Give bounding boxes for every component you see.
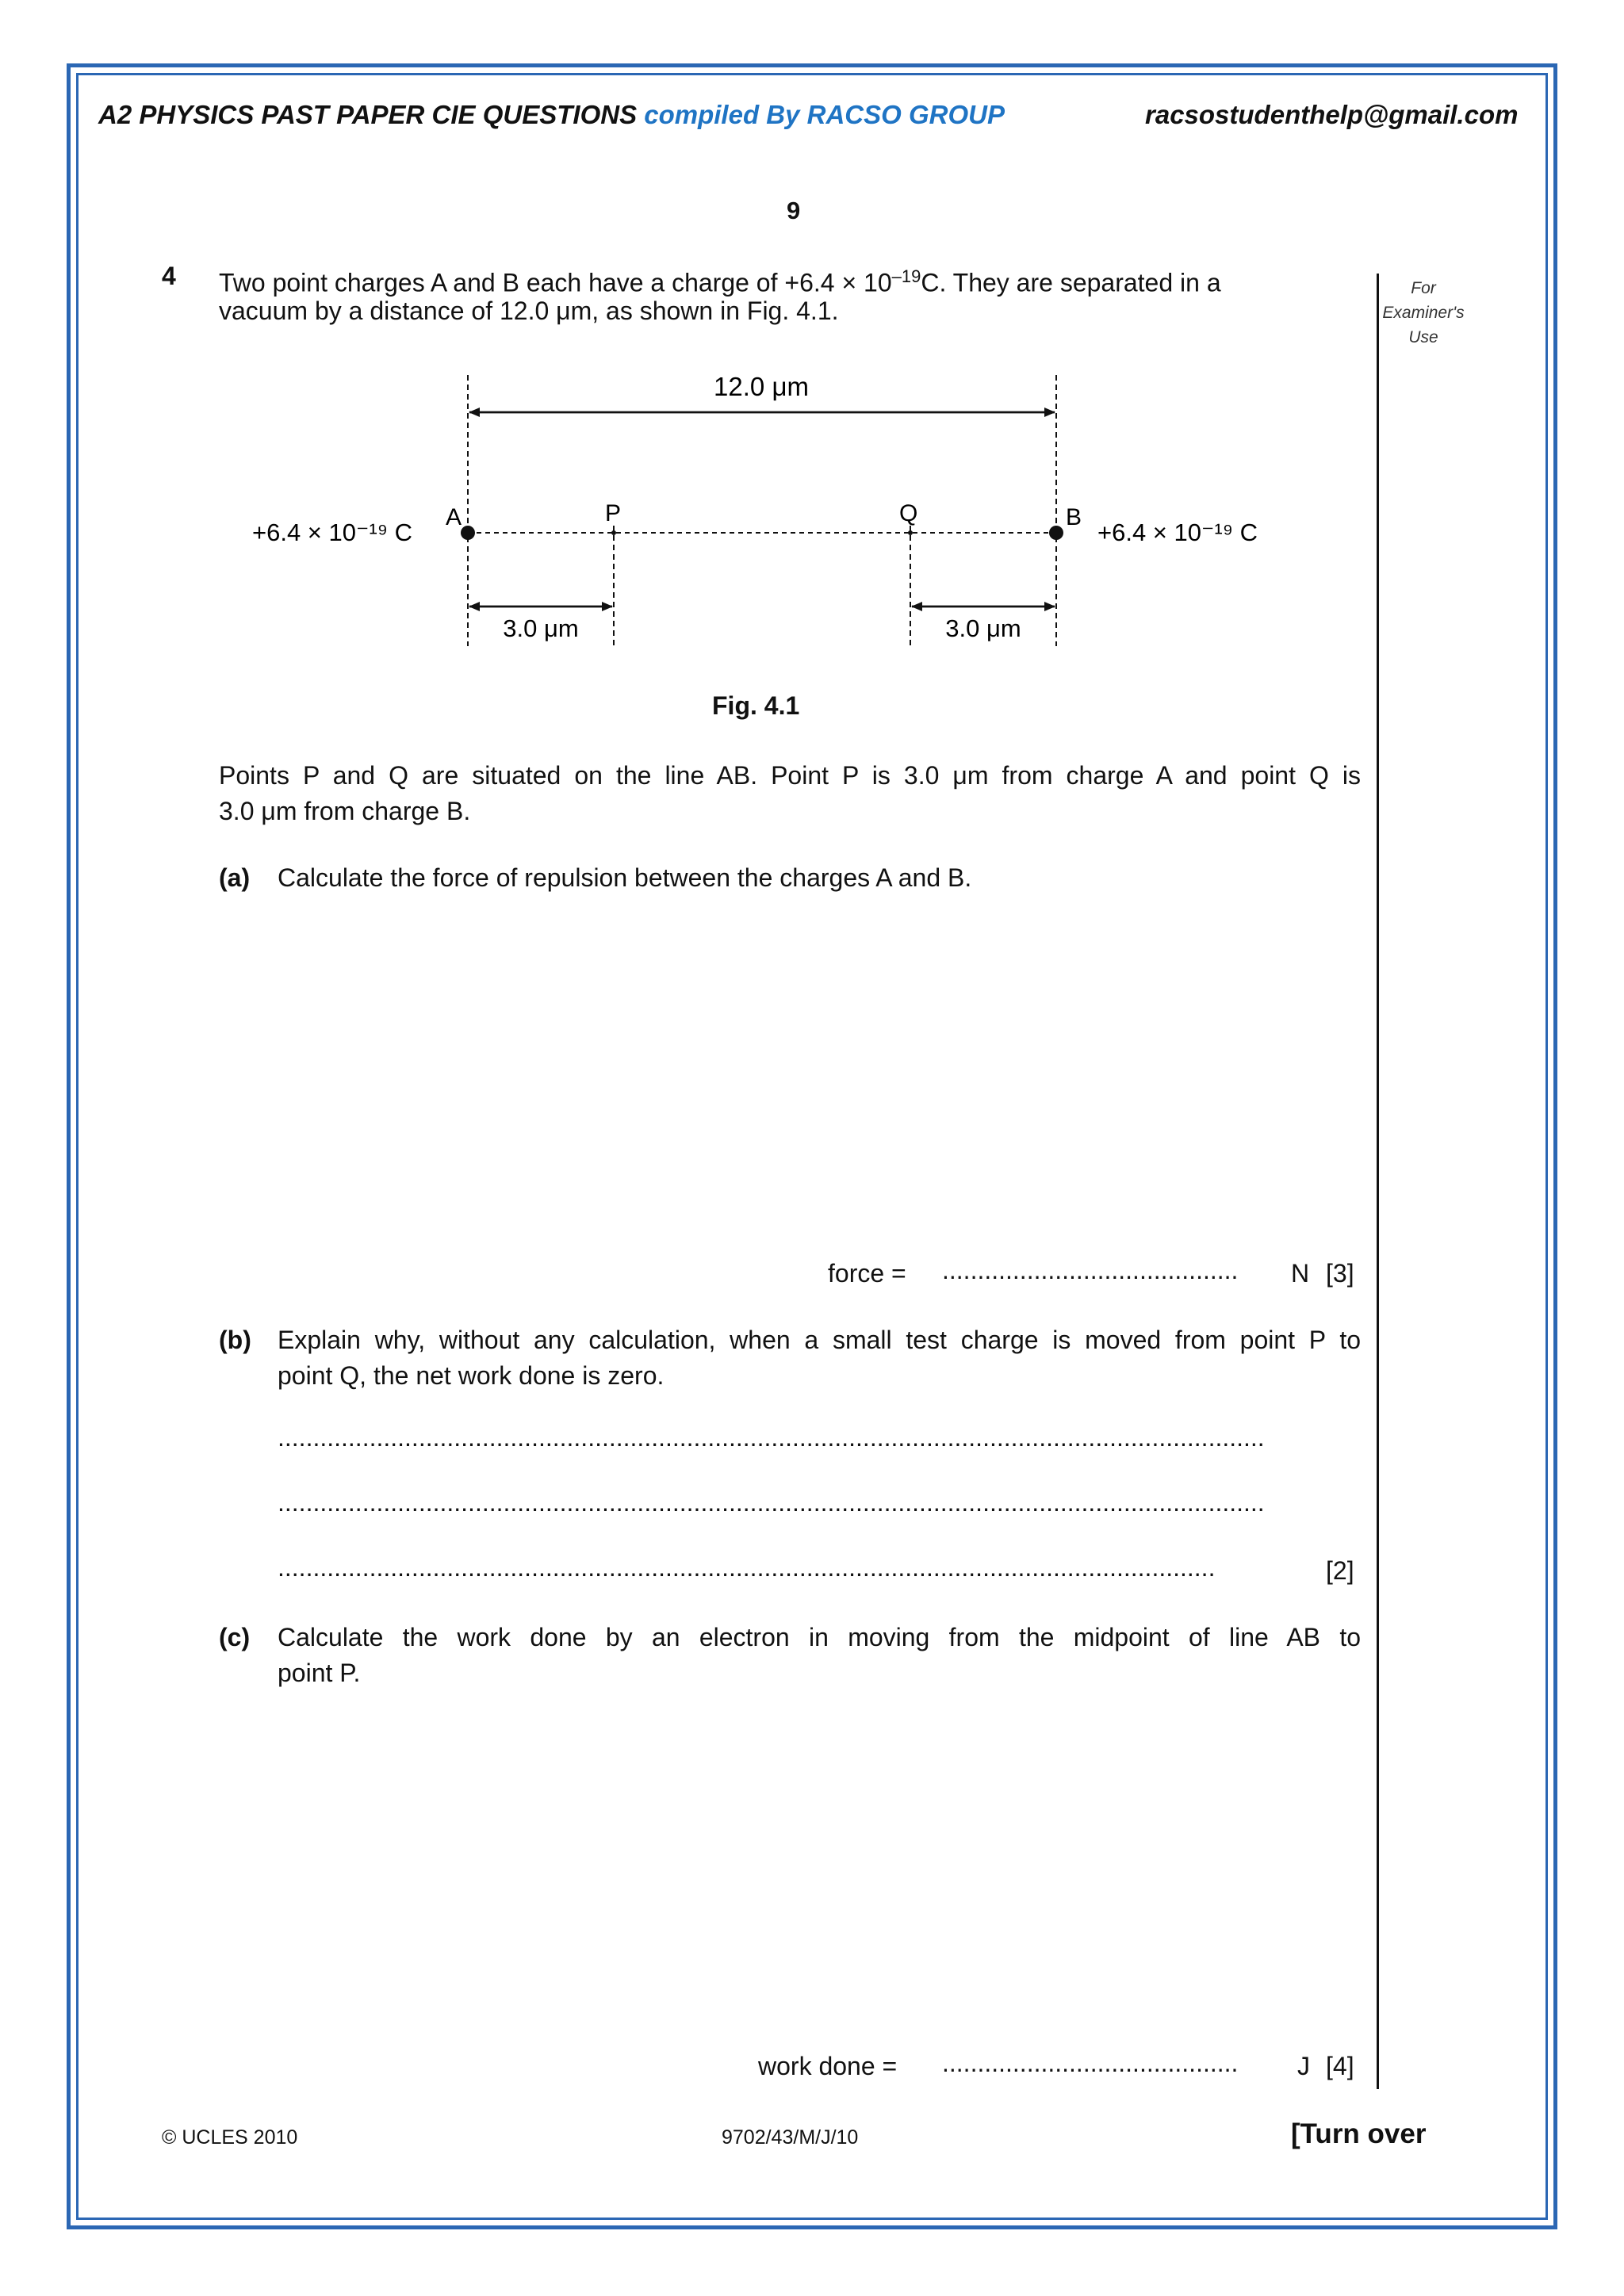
examiner-line: Examiner's — [1382, 304, 1465, 322]
header-email: racsostudenthelp@gmail.com — [1145, 100, 1519, 129]
part-c-marks: [4] — [1326, 2052, 1354, 2080]
work-done-answer-label: work done = — [758, 2052, 898, 2080]
force-answer-field[interactable]: .......................................... — [942, 1256, 1239, 1284]
point-q-dot — [908, 530, 913, 535]
intro-text-end: C. They are separated in a — [921, 268, 1221, 297]
page-number: 9 — [787, 197, 801, 224]
distance-right-label: 3.0 μm — [945, 614, 1021, 642]
examiner-line: Use — [1408, 328, 1438, 346]
charge-right-label: +6.4 × 10⁻¹⁹ C — [1097, 519, 1258, 546]
point-p-dot — [611, 530, 616, 535]
header-title-compiler: compiled By RACSO GROUP — [644, 100, 1005, 129]
examiner-margin-rule — [1377, 274, 1379, 2089]
part-b-marks: [2] — [1326, 1556, 1354, 1585]
part-b-label: (b) — [219, 1326, 251, 1354]
part-b-question-line2: point Q, the net work done is zero. — [278, 1361, 665, 1390]
examiner-line: For — [1411, 279, 1436, 297]
part-a-marks: [3] — [1326, 1259, 1354, 1288]
points-text-line2: 3.0 μm from charge B. — [219, 797, 471, 825]
work-done-unit: J — [1297, 2052, 1310, 2080]
part-b-answer-line[interactable]: ............................................................................................................................................ — [278, 1423, 1265, 1452]
part-b-answer-line[interactable]: ..................................................................................................................................... — [278, 1553, 1216, 1582]
header-title — [98, 100, 1005, 130]
distance-left-label: 3.0 μm — [503, 614, 579, 642]
footer-copyright: © UCLES 2010 — [162, 2126, 298, 2149]
label-p: P — [605, 500, 622, 526]
part-b-question-line1: Explain why, without any calculation, when a small test charge is moved from point P to — [278, 1326, 1361, 1354]
part-a-label: (a) — [219, 863, 251, 892]
charge-a-dot — [461, 526, 475, 540]
charge-b-dot — [1049, 526, 1063, 540]
force-unit: N — [1291, 1259, 1310, 1288]
footer-paper-code: 9702/43/M/J/10 — [722, 2126, 859, 2149]
work-done-answer-field[interactable]: .......................................... — [942, 2049, 1239, 2077]
question-number: 4 — [162, 262, 176, 290]
part-c-question-line1: Calculate the work done by an electron in moving from the midpoint of line AB to — [278, 1623, 1361, 1651]
charge-left-label: +6.4 × 10⁻¹⁹ C — [252, 519, 412, 546]
points-text-line1: Points P and Q are situated on the line AB. Point P is 3.0 μm from charge A and point Q is — [219, 761, 1361, 790]
part-c-label: (c) — [219, 1623, 251, 1651]
force-answer-label: force = — [828, 1259, 906, 1288]
part-c-question-line2: point P. — [278, 1659, 361, 1687]
part-a-question: Calculate the force of repulsion between the charges A and B. — [278, 863, 972, 892]
label-a: A — [446, 504, 462, 530]
figure-4-1 — [238, 361, 1348, 678]
label-b: B — [1066, 504, 1082, 530]
figure-caption: Fig. 4.1 — [712, 691, 800, 720]
question-intro-line2: vacuum by a distance of 12.0 μm, as shown in Fig. 4.1. — [219, 297, 839, 325]
intro-exponent: –19 — [891, 266, 921, 286]
examiner-use-box — [1380, 276, 1467, 350]
part-b-answer-line[interactable]: ............................................................................................................................................ — [278, 1488, 1265, 1517]
label-q: Q — [899, 500, 918, 526]
intro-text: Two point charges A and B each have a charge of +6.4 × 10 — [219, 268, 892, 297]
distance-total-label: 12.0 μm — [714, 372, 809, 401]
header-title-main: A2 PHYSICS PAST PAPER CIE QUESTIONS — [98, 100, 638, 129]
footer-turn-over: [Turn over — [1291, 2118, 1427, 2149]
